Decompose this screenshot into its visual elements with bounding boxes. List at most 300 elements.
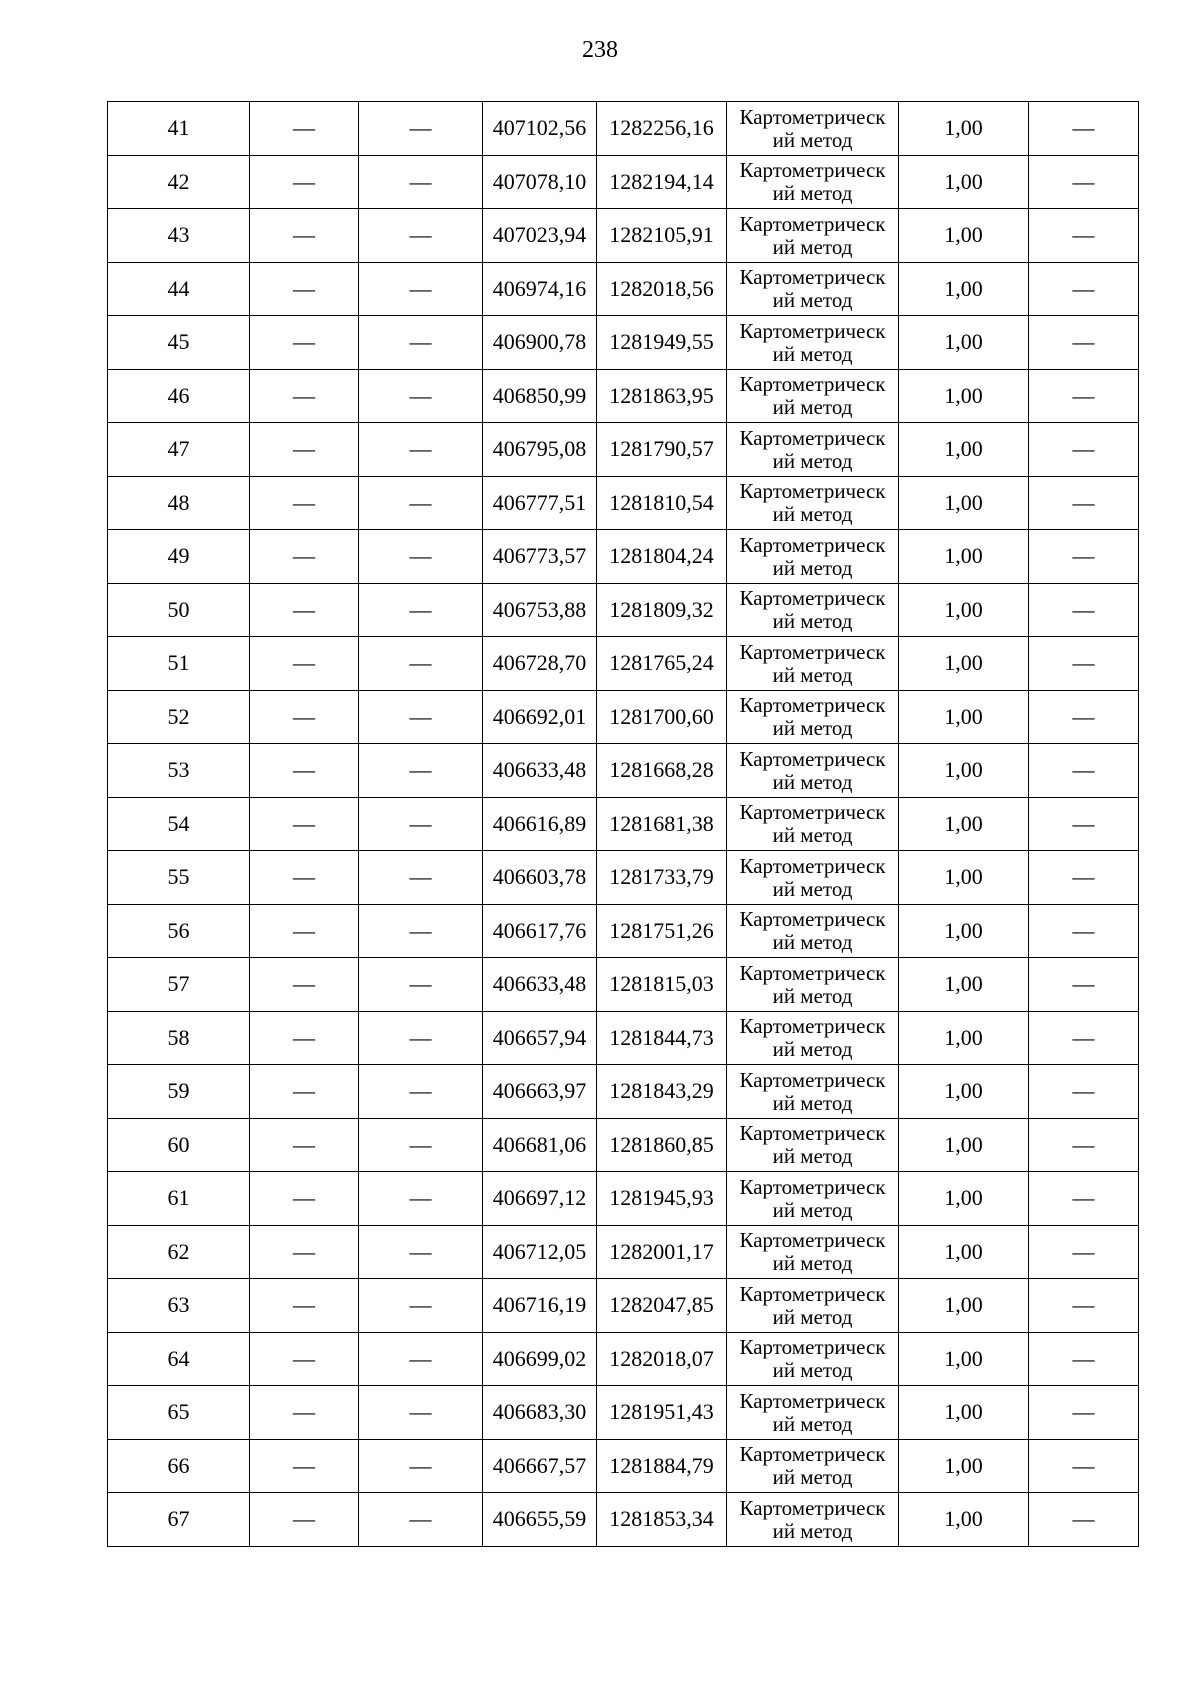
method-cell — [727, 583, 899, 637]
x-coordinate-cell: 407078,10 — [483, 155, 597, 209]
method-line-1: Картометрическ — [739, 158, 886, 183]
point-number-cell: 67 — [108, 1493, 250, 1547]
empty-x-old-cell: — — [250, 637, 359, 691]
empty-y-old-cell: — — [359, 1011, 483, 1065]
description-cell: — — [1029, 1493, 1139, 1547]
y-coordinate-cell: 1281945,93 — [597, 1172, 727, 1226]
empty-x-old-cell: — — [250, 530, 359, 584]
method-cell — [727, 851, 899, 905]
x-coordinate-cell: 406663,97 — [483, 1065, 597, 1119]
method-line-1: Картометрическ — [739, 425, 886, 450]
empty-x-old-cell: — — [250, 1118, 359, 1172]
x-coordinate-cell: 406795,08 — [483, 423, 597, 477]
method-cell — [727, 262, 899, 316]
table-row — [108, 316, 1139, 370]
empty-x-old-cell: — — [250, 904, 359, 958]
empty-y-old-cell: — — [359, 1118, 483, 1172]
empty-y-old-cell: — — [359, 1172, 483, 1226]
method-line-2: ий метод — [772, 1144, 853, 1169]
point-number-cell: 42 — [108, 155, 250, 209]
method-line-1: Картометрическ — [739, 265, 886, 290]
point-number-cell: 45 — [108, 316, 250, 370]
x-coordinate-cell: 406777,51 — [483, 476, 597, 530]
y-coordinate-cell: 1281765,24 — [597, 637, 727, 691]
point-number-cell: 48 — [108, 476, 250, 530]
method-cell — [727, 744, 899, 798]
description-cell: — — [1029, 423, 1139, 477]
y-coordinate-cell: 1281804,24 — [597, 530, 727, 584]
method-cell — [727, 530, 899, 584]
method-line-1: Картометрическ — [739, 1014, 886, 1039]
accuracy-cell: 1,00 — [899, 155, 1029, 209]
table-row — [108, 958, 1139, 1012]
method-line-2: ий метод — [772, 1037, 853, 1062]
x-coordinate-cell: 406697,12 — [483, 1172, 597, 1226]
accuracy-cell: 1,00 — [899, 1172, 1029, 1226]
method-cell — [727, 958, 899, 1012]
description-cell: — — [1029, 904, 1139, 958]
empty-x-old-cell: — — [250, 423, 359, 477]
empty-y-old-cell: — — [359, 102, 483, 156]
method-cell — [727, 637, 899, 691]
method-line-2: ий метод — [772, 1197, 853, 1222]
description-cell: — — [1029, 1386, 1139, 1440]
method-cell — [727, 690, 899, 744]
x-coordinate-cell: 406681,06 — [483, 1118, 597, 1172]
x-coordinate-cell: 406616,89 — [483, 797, 597, 851]
point-number-cell: 60 — [108, 1118, 250, 1172]
point-number-cell: 62 — [108, 1225, 250, 1279]
method-cell — [727, 209, 899, 263]
y-coordinate-cell: 1281860,85 — [597, 1118, 727, 1172]
method-line-2: ий метод — [772, 395, 853, 420]
empty-x-old-cell: — — [250, 1011, 359, 1065]
empty-y-old-cell: — — [359, 316, 483, 370]
method-line-2: ий метод — [772, 1411, 853, 1436]
method-cell — [727, 1279, 899, 1333]
empty-y-old-cell: — — [359, 904, 483, 958]
accuracy-cell: 1,00 — [899, 1011, 1029, 1065]
x-coordinate-cell: 407023,94 — [483, 209, 597, 263]
accuracy-cell: 1,00 — [899, 476, 1029, 530]
coordinates-table — [107, 101, 1139, 1547]
description-cell: — — [1029, 851, 1139, 905]
table-row — [108, 1225, 1139, 1279]
point-number-cell: 63 — [108, 1279, 250, 1333]
point-number-cell: 54 — [108, 797, 250, 851]
x-coordinate-cell: 406683,30 — [483, 1386, 597, 1440]
description-cell: — — [1029, 1439, 1139, 1493]
x-coordinate-cell: 406692,01 — [483, 690, 597, 744]
y-coordinate-cell: 1281844,73 — [597, 1011, 727, 1065]
point-number-cell: 47 — [108, 423, 250, 477]
accuracy-cell: 1,00 — [899, 744, 1029, 798]
empty-y-old-cell: — — [359, 690, 483, 744]
empty-y-old-cell: — — [359, 958, 483, 1012]
empty-x-old-cell: — — [250, 1065, 359, 1119]
method-cell — [727, 316, 899, 370]
table-row — [108, 851, 1139, 905]
y-coordinate-cell: 1282194,14 — [597, 155, 727, 209]
accuracy-cell: 1,00 — [899, 369, 1029, 423]
y-coordinate-cell: 1281949,55 — [597, 316, 727, 370]
description-cell: — — [1029, 583, 1139, 637]
point-number-cell: 41 — [108, 102, 250, 156]
method-line-1: Картометрическ — [739, 532, 886, 557]
y-coordinate-cell: 1282047,85 — [597, 1279, 727, 1333]
method-cell — [727, 369, 899, 423]
method-line-2: ий метод — [772, 1518, 853, 1543]
table-row — [108, 1065, 1139, 1119]
method-line-1: Картометрическ — [739, 1388, 886, 1413]
x-coordinate-cell: 406657,94 — [483, 1011, 597, 1065]
method-line-2: ий метод — [772, 823, 853, 848]
method-line-1: Картометрическ — [739, 586, 886, 611]
y-coordinate-cell: 1281863,95 — [597, 369, 727, 423]
accuracy-cell: 1,00 — [899, 102, 1029, 156]
table-row — [108, 369, 1139, 423]
table-row — [108, 1493, 1139, 1547]
empty-x-old-cell: — — [250, 1172, 359, 1226]
empty-x-old-cell: — — [250, 958, 359, 1012]
x-coordinate-cell: 406617,76 — [483, 904, 597, 958]
empty-x-old-cell: — — [250, 851, 359, 905]
empty-y-old-cell: — — [359, 423, 483, 477]
method-cell — [727, 1439, 899, 1493]
accuracy-cell: 1,00 — [899, 637, 1029, 691]
point-number-cell: 50 — [108, 583, 250, 637]
x-coordinate-cell: 406633,48 — [483, 958, 597, 1012]
y-coordinate-cell: 1281681,38 — [597, 797, 727, 851]
empty-y-old-cell: — — [359, 530, 483, 584]
point-number-cell: 58 — [108, 1011, 250, 1065]
y-coordinate-cell: 1281951,43 — [597, 1386, 727, 1440]
point-number-cell: 56 — [108, 904, 250, 958]
point-number-cell: 44 — [108, 262, 250, 316]
empty-y-old-cell: — — [359, 1439, 483, 1493]
table-row — [108, 209, 1139, 263]
y-coordinate-cell: 1281751,26 — [597, 904, 727, 958]
empty-y-old-cell: — — [359, 797, 483, 851]
description-cell: — — [1029, 690, 1139, 744]
empty-x-old-cell: — — [250, 583, 359, 637]
accuracy-cell: 1,00 — [899, 1118, 1029, 1172]
method-line-2: ий метод — [772, 1251, 853, 1276]
accuracy-cell: 1,00 — [899, 904, 1029, 958]
x-coordinate-cell: 406716,19 — [483, 1279, 597, 1333]
empty-y-old-cell: — — [359, 851, 483, 905]
table-row — [108, 1332, 1139, 1386]
method-line-1: Картометрическ — [739, 800, 886, 825]
description-cell: — — [1029, 1065, 1139, 1119]
accuracy-cell: 1,00 — [899, 1439, 1029, 1493]
empty-y-old-cell: — — [359, 1493, 483, 1547]
method-line-1: Картометрическ — [739, 907, 886, 932]
y-coordinate-cell: 1281700,60 — [597, 690, 727, 744]
method-cell — [727, 904, 899, 958]
empty-y-old-cell: — — [359, 262, 483, 316]
method-line-1: Картометрическ — [739, 211, 886, 236]
x-coordinate-cell: 406712,05 — [483, 1225, 597, 1279]
y-coordinate-cell: 1281790,57 — [597, 423, 727, 477]
table-row — [108, 423, 1139, 477]
method-line-1: Картометрическ — [739, 1228, 886, 1253]
table-row — [108, 690, 1139, 744]
method-line-1: Картометрическ — [739, 853, 886, 878]
description-cell: — — [1029, 637, 1139, 691]
table-row — [108, 797, 1139, 851]
table-row — [108, 904, 1139, 958]
empty-x-old-cell: — — [250, 1332, 359, 1386]
method-line-1: Картометрическ — [739, 1067, 886, 1092]
description-cell: — — [1029, 530, 1139, 584]
description-cell: — — [1029, 1225, 1139, 1279]
empty-x-old-cell: — — [250, 209, 359, 263]
method-line-1: Картометрическ — [739, 639, 886, 664]
empty-x-old-cell: — — [250, 102, 359, 156]
accuracy-cell: 1,00 — [899, 1332, 1029, 1386]
table-body — [108, 102, 1139, 1547]
x-coordinate-cell: 406850,99 — [483, 369, 597, 423]
method-line-2: ий метод — [772, 234, 853, 259]
x-coordinate-cell: 406603,78 — [483, 851, 597, 905]
method-line-1: Картометрическ — [739, 479, 886, 504]
method-line-2: ий метод — [772, 502, 853, 527]
description-cell: — — [1029, 744, 1139, 798]
method-line-1: Картометрическ — [739, 1281, 886, 1306]
table-row — [108, 1172, 1139, 1226]
empty-x-old-cell: — — [250, 476, 359, 530]
method-cell — [727, 797, 899, 851]
method-line-1: Картометрическ — [739, 318, 886, 343]
table-row — [108, 476, 1139, 530]
x-coordinate-cell: 406900,78 — [483, 316, 597, 370]
x-coordinate-cell: 406974,16 — [483, 262, 597, 316]
accuracy-cell: 1,00 — [899, 1493, 1029, 1547]
table-row — [108, 1279, 1139, 1333]
empty-x-old-cell: — — [250, 744, 359, 798]
empty-y-old-cell: — — [359, 476, 483, 530]
point-number-cell: 49 — [108, 530, 250, 584]
method-cell — [727, 1118, 899, 1172]
method-line-1: Картометрическ — [739, 104, 886, 129]
x-coordinate-cell: 407102,56 — [483, 102, 597, 156]
description-cell: — — [1029, 155, 1139, 209]
point-number-cell: 53 — [108, 744, 250, 798]
method-cell — [727, 1065, 899, 1119]
table-row — [108, 744, 1139, 798]
description-cell: — — [1029, 1172, 1139, 1226]
accuracy-cell: 1,00 — [899, 958, 1029, 1012]
method-line-2: ий метод — [772, 983, 853, 1008]
empty-y-old-cell: — — [359, 209, 483, 263]
method-line-2: ий метод — [772, 609, 853, 634]
empty-y-old-cell: — — [359, 1332, 483, 1386]
y-coordinate-cell: 1281843,29 — [597, 1065, 727, 1119]
description-cell: — — [1029, 1011, 1139, 1065]
x-coordinate-cell: 406773,57 — [483, 530, 597, 584]
method-cell — [727, 1172, 899, 1226]
y-coordinate-cell: 1281810,54 — [597, 476, 727, 530]
empty-y-old-cell: — — [359, 744, 483, 798]
y-coordinate-cell: 1282001,17 — [597, 1225, 727, 1279]
empty-y-old-cell: — — [359, 637, 483, 691]
method-cell — [727, 476, 899, 530]
table-row — [108, 1118, 1139, 1172]
method-line-2: ий метод — [772, 1465, 853, 1490]
accuracy-cell: 1,00 — [899, 530, 1029, 584]
y-coordinate-cell: 1282256,16 — [597, 102, 727, 156]
method-line-1: Картометрическ — [739, 1174, 886, 1199]
empty-x-old-cell: — — [250, 262, 359, 316]
y-coordinate-cell: 1281815,03 — [597, 958, 727, 1012]
empty-y-old-cell: — — [359, 1386, 483, 1440]
method-line-2: ий метод — [772, 448, 853, 473]
description-cell: — — [1029, 102, 1139, 156]
table-row — [108, 583, 1139, 637]
accuracy-cell: 1,00 — [899, 1225, 1029, 1279]
y-coordinate-cell: 1281668,28 — [597, 744, 727, 798]
method-line-2: ий метод — [772, 1090, 853, 1115]
method-line-2: ий метод — [772, 930, 853, 955]
x-coordinate-cell: 406753,88 — [483, 583, 597, 637]
point-number-cell: 61 — [108, 1172, 250, 1226]
method-cell — [727, 1225, 899, 1279]
method-line-1: Картометрическ — [739, 372, 886, 397]
table-row — [108, 637, 1139, 691]
method-line-2: ий метод — [772, 769, 853, 794]
empty-y-old-cell: — — [359, 369, 483, 423]
point-number-cell: 57 — [108, 958, 250, 1012]
table-row — [108, 1386, 1139, 1440]
method-line-2: ий метод — [772, 662, 853, 687]
method-line-1: Картометрическ — [739, 1442, 886, 1467]
table-row — [108, 102, 1139, 156]
method-line-1: Картометрическ — [739, 1121, 886, 1146]
empty-x-old-cell: — — [250, 316, 359, 370]
method-line-1: Картометрическ — [739, 746, 886, 771]
point-number-cell: 55 — [108, 851, 250, 905]
accuracy-cell: 1,00 — [899, 1065, 1029, 1119]
method-line-2: ий метод — [772, 876, 853, 901]
description-cell: — — [1029, 476, 1139, 530]
method-line-2: ий метод — [772, 716, 853, 741]
description-cell: — — [1029, 316, 1139, 370]
accuracy-cell: 1,00 — [899, 1279, 1029, 1333]
method-line-2: ий метод — [772, 555, 853, 580]
accuracy-cell: 1,00 — [899, 1386, 1029, 1440]
method-cell — [727, 1332, 899, 1386]
accuracy-cell: 1,00 — [899, 583, 1029, 637]
point-number-cell: 65 — [108, 1386, 250, 1440]
table-row — [108, 530, 1139, 584]
method-line-2: ий метод — [772, 288, 853, 313]
description-cell: — — [1029, 369, 1139, 423]
y-coordinate-cell: 1281884,79 — [597, 1439, 727, 1493]
empty-x-old-cell: — — [250, 1386, 359, 1440]
table-row — [108, 155, 1139, 209]
x-coordinate-cell: 406667,57 — [483, 1439, 597, 1493]
method-cell — [727, 1493, 899, 1547]
description-cell: — — [1029, 1279, 1139, 1333]
table-row — [108, 262, 1139, 316]
empty-x-old-cell: — — [250, 1279, 359, 1333]
method-line-1: Картометрическ — [739, 1495, 886, 1520]
empty-x-old-cell: — — [250, 1493, 359, 1547]
accuracy-cell: 1,00 — [899, 851, 1029, 905]
method-line-2: ий метод — [772, 1358, 853, 1383]
y-coordinate-cell: 1282018,56 — [597, 262, 727, 316]
accuracy-cell: 1,00 — [899, 262, 1029, 316]
description-cell: — — [1029, 262, 1139, 316]
accuracy-cell: 1,00 — [899, 316, 1029, 370]
y-coordinate-cell: 1281809,32 — [597, 583, 727, 637]
point-number-cell: 43 — [108, 209, 250, 263]
description-cell: — — [1029, 958, 1139, 1012]
method-line-2: ий метод — [772, 181, 853, 206]
description-cell: — — [1029, 1118, 1139, 1172]
page-number: 238 — [582, 37, 618, 63]
point-number-cell: 46 — [108, 369, 250, 423]
method-cell — [727, 155, 899, 209]
method-cell — [727, 1386, 899, 1440]
method-line-1: Картометрическ — [739, 1335, 886, 1360]
point-number-cell: 64 — [108, 1332, 250, 1386]
method-line-1: Картометрическ — [739, 693, 886, 718]
x-coordinate-cell: 406633,48 — [483, 744, 597, 798]
accuracy-cell: 1,00 — [899, 690, 1029, 744]
method-cell — [727, 423, 899, 477]
table-row — [108, 1439, 1139, 1493]
method-line-2: ий метод — [772, 127, 853, 152]
description-cell: — — [1029, 797, 1139, 851]
empty-y-old-cell: — — [359, 1279, 483, 1333]
accuracy-cell: 1,00 — [899, 209, 1029, 263]
empty-y-old-cell: — — [359, 583, 483, 637]
empty-x-old-cell: — — [250, 369, 359, 423]
x-coordinate-cell: 406655,59 — [483, 1493, 597, 1547]
method-line-2: ий метод — [772, 1304, 853, 1329]
method-line-1: Картометрическ — [739, 960, 886, 985]
empty-x-old-cell: — — [250, 1225, 359, 1279]
x-coordinate-cell: 406699,02 — [483, 1332, 597, 1386]
table-row — [108, 1011, 1139, 1065]
empty-x-old-cell: — — [250, 690, 359, 744]
point-number-cell: 52 — [108, 690, 250, 744]
point-number-cell: 51 — [108, 637, 250, 691]
method-cell — [727, 1011, 899, 1065]
empty-y-old-cell: — — [359, 1065, 483, 1119]
empty-x-old-cell: — — [250, 155, 359, 209]
point-number-cell: 59 — [108, 1065, 250, 1119]
accuracy-cell: 1,00 — [899, 423, 1029, 477]
accuracy-cell: 1,00 — [899, 797, 1029, 851]
method-line-2: ий метод — [772, 341, 853, 366]
empty-y-old-cell: — — [359, 155, 483, 209]
x-coordinate-cell: 406728,70 — [483, 637, 597, 691]
description-cell: — — [1029, 1332, 1139, 1386]
empty-y-old-cell: — — [359, 1225, 483, 1279]
y-coordinate-cell: 1282105,91 — [597, 209, 727, 263]
point-number-cell: 66 — [108, 1439, 250, 1493]
y-coordinate-cell: 1281733,79 — [597, 851, 727, 905]
method-cell — [727, 102, 899, 156]
description-cell: — — [1029, 209, 1139, 263]
empty-x-old-cell: — — [250, 797, 359, 851]
y-coordinate-cell: 1281853,34 — [597, 1493, 727, 1547]
empty-x-old-cell: — — [250, 1439, 359, 1493]
y-coordinate-cell: 1282018,07 — [597, 1332, 727, 1386]
